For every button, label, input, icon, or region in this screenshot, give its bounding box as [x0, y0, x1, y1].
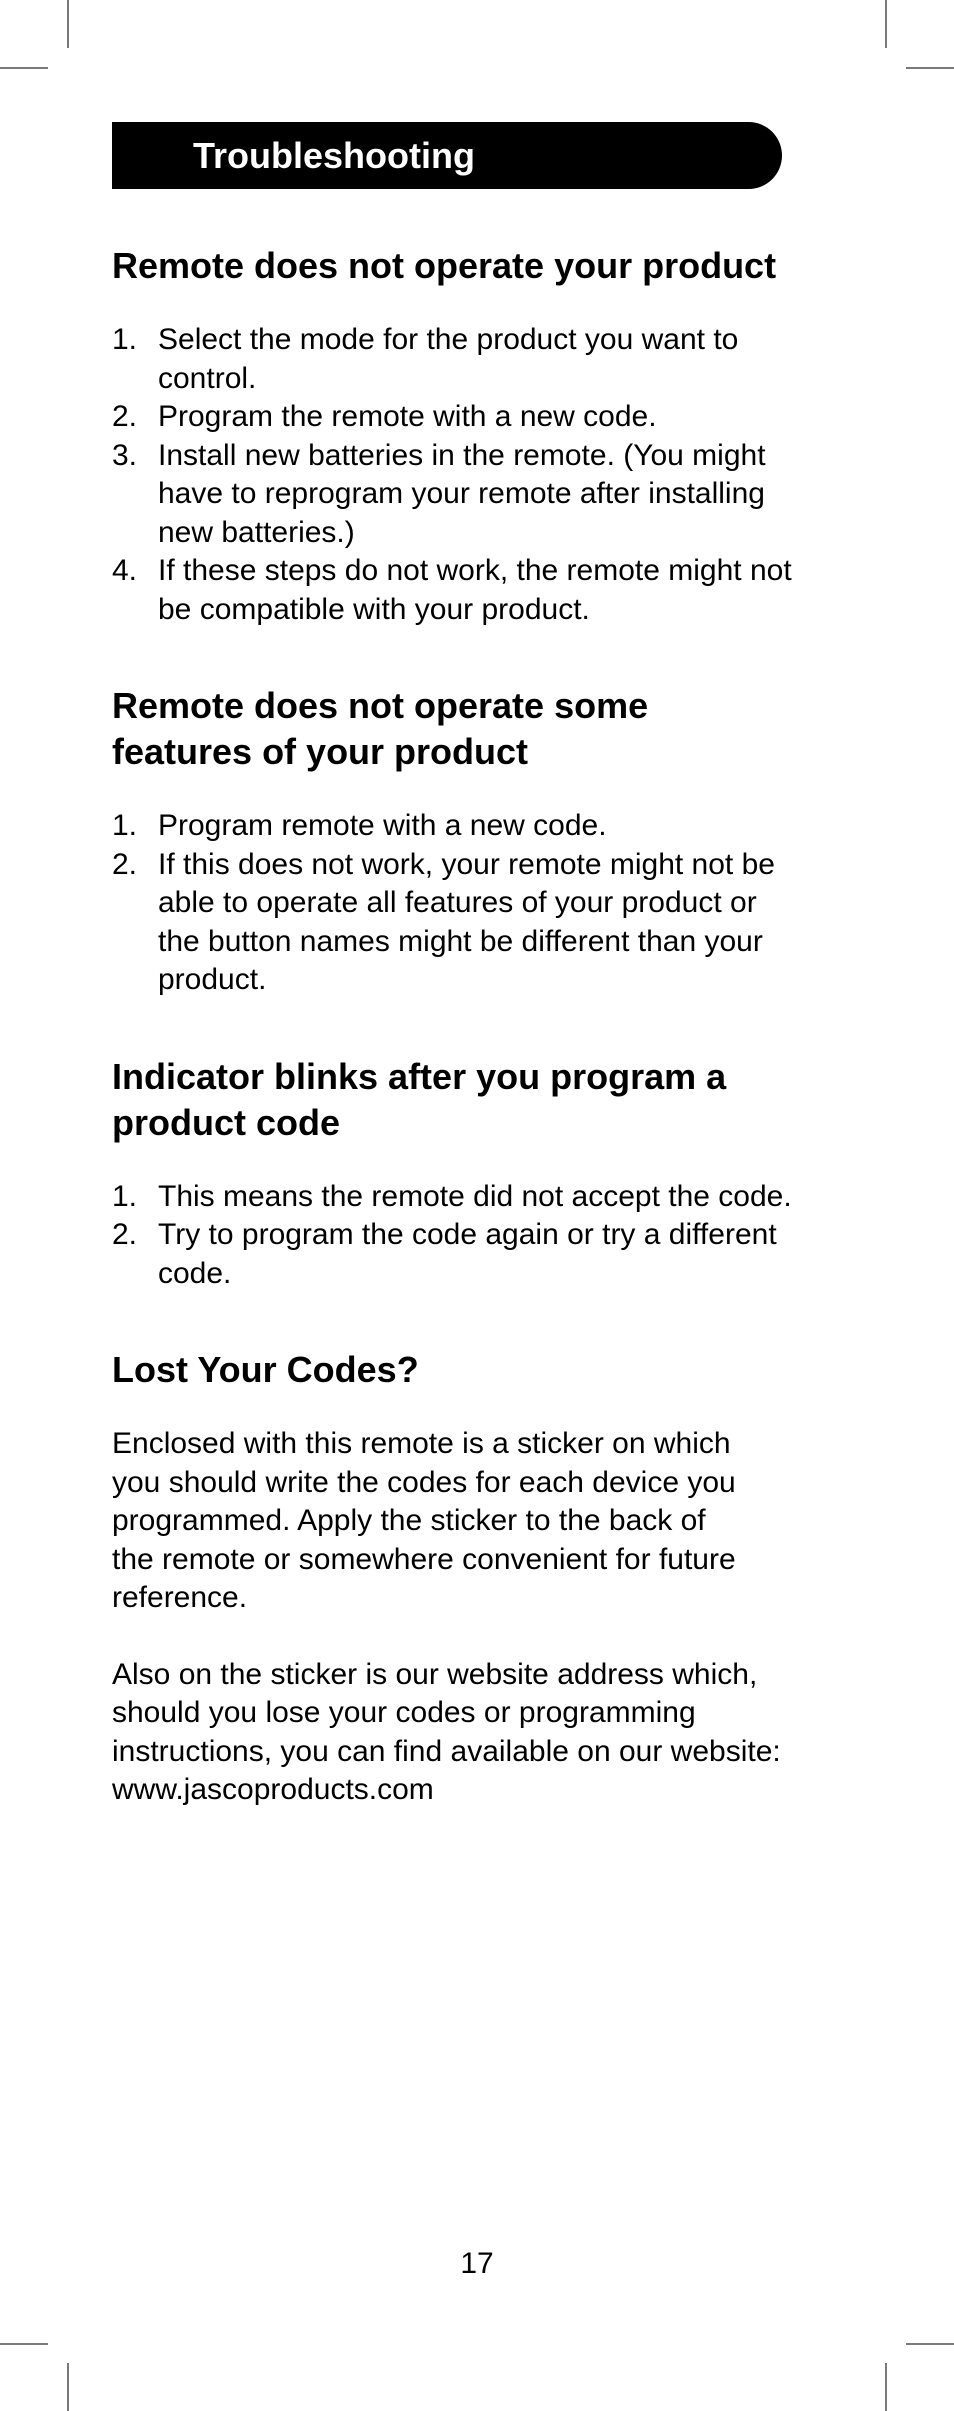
list-item [112, 321, 848, 398]
section-indicator-blinks [112, 1054, 848, 1294]
step-line: code. [158, 1256, 232, 1290]
step-number: 4. [112, 554, 138, 587]
heading-line: features of your product [112, 731, 529, 772]
paragraph-line: reference. [112, 1581, 248, 1614]
list-item [112, 1178, 848, 1217]
steps-list [112, 321, 848, 629]
step-line: Program the remote with a new code. [158, 400, 657, 433]
steps-list [112, 1178, 848, 1294]
section-remote-not-operating [112, 243, 848, 629]
section-heading: Lost Your Codes? [112, 1349, 419, 1390]
list-item [112, 398, 848, 437]
section-some-features [112, 683, 848, 1000]
crop-mark-top-left-vertical [67, 0, 69, 48]
section-heading [112, 243, 848, 289]
list-item [112, 552, 848, 629]
paragraph-line: you should write the codes for each device you [112, 1465, 736, 1499]
website-address: www.jascoproducts.com [112, 1773, 434, 1806]
heading-line: Remote does not operate your product [112, 245, 777, 286]
step-number: 3. [112, 438, 138, 472]
list-item [112, 1216, 848, 1293]
paragraph-line: instructions, you can find available on our website: [112, 1734, 781, 1768]
step-line: control. [158, 361, 257, 395]
list-item [112, 807, 848, 846]
section-heading [112, 683, 848, 775]
list-item [112, 846, 848, 1000]
heading-line: Indicator blinks after you program a [112, 1055, 727, 1097]
step-line: Program remote with a new code. [158, 809, 607, 842]
step-line: able to operate all features of your product or [158, 886, 757, 919]
step-number: 2. [112, 400, 138, 433]
step-line: If these steps do not work, the remote might not [158, 554, 792, 587]
step-number: 2. [112, 847, 138, 881]
heading-line: Remote does not operate some [112, 685, 649, 726]
steps-list [112, 807, 848, 1000]
step-line: Try to program the code again or try a different [158, 1218, 777, 1251]
paragraph-line: Enclosed with this remote is a sticker on which [112, 1427, 731, 1460]
step-line: the button names might be different than your [158, 924, 763, 958]
paragraph-line: programmed. Apply the sticker to the back of [112, 1504, 706, 1537]
step-line: product. [158, 963, 267, 996]
heading-line: product code [112, 1101, 341, 1143]
paragraph-line: the remote or somewhere convenient for future [112, 1542, 736, 1576]
crop-mark-top-right-horizontal [906, 67, 954, 69]
crop-mark-bottom-left-vertical [67, 2363, 69, 2411]
crop-mark-bottom-right-horizontal [906, 2343, 954, 2345]
step-line: If this does not work, your remote might not be [158, 847, 775, 881]
step-number: 1. [112, 809, 138, 842]
step-number: 1. [112, 1179, 138, 1213]
crop-mark-top-right-vertical [885, 0, 887, 48]
section-banner [112, 122, 782, 189]
step-line: be compatible with your product. [158, 592, 590, 626]
section-heading [112, 1054, 848, 1146]
paragraph-line: Also on the sticker is our website address which, [112, 1657, 758, 1691]
list-item [112, 437, 848, 553]
step-line: have to reprogram your remote after installing [158, 477, 765, 510]
step-line: Select the mode for the product you want to [158, 323, 739, 356]
step-line: new batteries.) [158, 515, 355, 549]
section-lost-codes [112, 1347, 848, 1810]
step-number: 2. [112, 1218, 138, 1251]
step-number: 1. [112, 323, 138, 356]
paragraph [112, 1656, 848, 1810]
crop-mark-bottom-right-vertical [885, 2363, 887, 2411]
paragraph-line: should you lose your codes or programming [112, 1696, 696, 1729]
crop-mark-top-left-horizontal [0, 67, 48, 69]
banner-title: Troubleshooting [193, 135, 475, 176]
crop-mark-bottom-left-horizontal [0, 2343, 48, 2345]
paragraph [112, 1425, 848, 1618]
page-content [112, 243, 848, 1848]
step-line: This means the remote did not accept the code. [158, 1179, 792, 1213]
page-number: 17 [460, 2247, 494, 2280]
step-line: Install new batteries in the remote. (You might [158, 438, 766, 472]
